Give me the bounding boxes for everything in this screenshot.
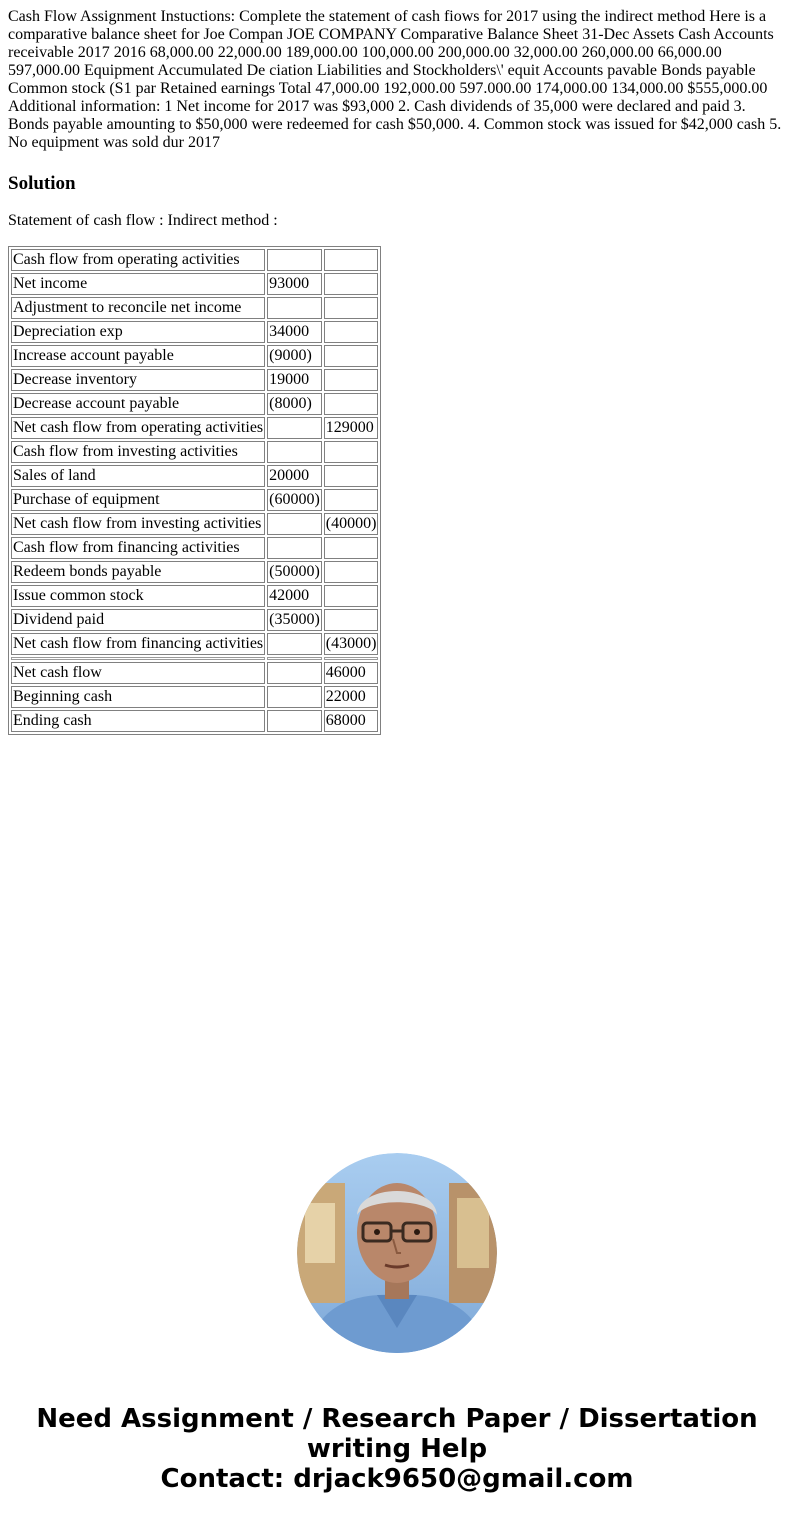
table-row (11, 249, 378, 271)
row-total (324, 585, 379, 607)
row-total (324, 441, 379, 463)
table-row (11, 585, 378, 607)
solution-heading: Solution (8, 173, 76, 194)
row-label: Cash flow from financing activities (11, 537, 265, 559)
row-total (324, 489, 379, 511)
row-amount: 42000 (267, 585, 322, 607)
row-amount (267, 662, 322, 684)
table-row (11, 561, 378, 583)
row-label: Sales of land (11, 465, 265, 487)
table-row (11, 345, 378, 367)
row-label: Dividend paid (11, 609, 265, 631)
table-divider-row (11, 657, 378, 660)
table-row (11, 465, 378, 487)
table-row (11, 513, 378, 535)
row-amount: (50000) (267, 561, 322, 583)
footer-line-2: writing Help (306, 1434, 488, 1464)
row-total: (40000) (324, 513, 379, 535)
row-total (324, 297, 379, 319)
row-total: (43000) (324, 633, 379, 655)
row-amount (267, 710, 322, 732)
table-row (11, 369, 378, 391)
table-row (11, 662, 378, 684)
row-amount (267, 513, 322, 535)
table-row (11, 609, 378, 631)
row-label: Cash flow from investing activities (11, 441, 265, 463)
row-total: 68000 (324, 710, 379, 732)
row-label: Depreciation exp (11, 321, 265, 343)
table-row (11, 393, 378, 415)
row-label: Net cash flow from operating activities (11, 417, 265, 439)
row-total (324, 273, 379, 295)
row-amount (267, 297, 322, 319)
table-row (11, 273, 378, 295)
footer-contact: Contact: drjack9650@gmail.com (160, 1464, 634, 1494)
row-label: Issue common stock (11, 585, 265, 607)
table-row (11, 537, 378, 559)
row-label: Net income (11, 273, 265, 295)
table-row (11, 441, 378, 463)
row-total: 46000 (324, 662, 379, 684)
row-amount: 20000 (267, 465, 322, 487)
row-total (324, 537, 379, 559)
row-amount (267, 417, 322, 439)
avatar (297, 1153, 497, 1353)
row-total (324, 369, 379, 391)
row-amount: (60000) (267, 489, 322, 511)
page-content (8, 0, 786, 735)
row-label: Redeem bonds payable (11, 561, 265, 583)
table-row (11, 489, 378, 511)
row-amount (267, 537, 322, 559)
divider-cell (324, 657, 379, 660)
table-row (11, 321, 378, 343)
question-text: Cash Flow Assignment Instuctions: Complete the statement of cash fiows for 2017 using the indirect method Here is a comparative balance sheet for Joe Compan JOE COMPANY Comparative Balance Sheet 31-Dec Assets Cash Accounts receivable 2017 2016 68,000.00 22,000.00 189,000.00 100,000.00 200,000.00 32,000.00 260,000.00 66,000.00 597,000.00 Equipment Accumulated De ciation Liabilities and Stockholders\' equit Accounts pavable Bonds payable Common stock (S1 par Retained earnings Total 47,000.00 192,000.00 597.000.00 174,000.00 134,000.00 $555,000.00 Additional information: 1 Net income for 2017 was $93,000 2. Cash dividends of 35,000 were declared and paid 3. Bonds payable amounting to $50,000 were redeemed for cash $50,000. 4. Common stock was issued for $42,000 cash 5. No equipment was sold dur 2017 (8, 8, 782, 151)
row-total (324, 561, 379, 583)
footer-line-1: Need Assignment / Research Paper / Dissertation (36, 1404, 758, 1434)
row-label: Ending cash (11, 710, 265, 732)
row-label: Increase account payable (11, 345, 265, 367)
row-amount: 93000 (267, 273, 322, 295)
row-total (324, 249, 379, 271)
cash-flow-table (8, 246, 381, 735)
contact-footer (0, 1404, 794, 1494)
row-amount (267, 249, 322, 271)
row-amount (267, 441, 322, 463)
row-total (324, 465, 379, 487)
row-label: Purchase of equipment (11, 489, 265, 511)
row-amount: 19000 (267, 369, 322, 391)
divider-cell (267, 657, 322, 660)
row-amount (267, 633, 322, 655)
row-total (324, 609, 379, 631)
row-total: 22000 (324, 686, 379, 708)
row-amount: (35000) (267, 609, 322, 631)
table-row (11, 417, 378, 439)
row-amount: (8000) (267, 393, 322, 415)
row-label: Net cash flow from financing activities (11, 633, 265, 655)
avatar-portrait (297, 1153, 497, 1353)
row-label: Decrease inventory (11, 369, 265, 391)
table-row (11, 686, 378, 708)
row-total (324, 345, 379, 367)
table-row (11, 297, 378, 319)
row-total: 129000 (324, 417, 379, 439)
row-amount: 34000 (267, 321, 322, 343)
row-total (324, 393, 379, 415)
row-label: Beginning cash (11, 686, 265, 708)
row-label: Net cash flow (11, 662, 265, 684)
table-row (11, 710, 378, 732)
row-label: Adjustment to reconcile net income (11, 297, 265, 319)
row-total (324, 321, 379, 343)
row-label: Decrease account payable (11, 393, 265, 415)
row-label: Cash flow from operating activities (11, 249, 265, 271)
row-label: Net cash flow from investing activities (11, 513, 265, 535)
row-amount: (9000) (267, 345, 322, 367)
table-row (11, 633, 378, 655)
solution-intro: Statement of cash flow : Indirect method : (8, 212, 278, 229)
divider-cell (11, 657, 265, 660)
row-amount (267, 686, 322, 708)
